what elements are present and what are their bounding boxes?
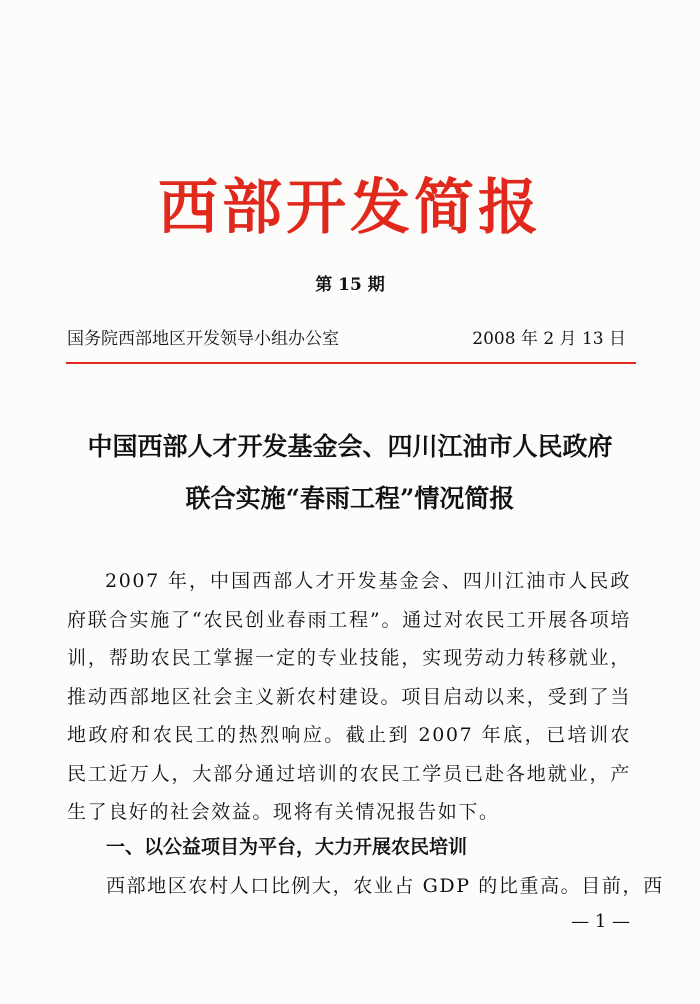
section-1-paragraph: 西部地区农村人口比例大，农业占 GDP 的比重高。目前，西 bbox=[106, 875, 664, 897]
intro-paragraph: 2007 年，中国西部人才开发基金会、四川江油市人民政府联合实施了“农民创业春雨工程”。通过对农民工开展各项培训，帮助农民工掌握一定的专业技能，实现劳动力转移就业，推动西部地区社会主义新农村建设。项目启动以来，受到了当地政府和农民工的热烈响应。截止到 2007 年底，已培训农民工近万人，大部分通过培训的农民工学员已赴各地就业，产生了良好的社会效益。现将有关情况报告如下。 bbox=[67, 570, 631, 823]
article-title-line-1: 中国西部人才开发基金会、四川江油市人民政府 bbox=[87, 432, 613, 461]
article-title-line-2: 联合实施“春雨工程”情况简报 bbox=[185, 484, 515, 513]
issue-date: 2008 年 2 月 13 日 bbox=[472, 329, 626, 349]
section-heading-1: 一、以公益项目为平台，大力开展农民培训 bbox=[106, 836, 468, 858]
masthead-title: 西部开发简报 bbox=[158, 173, 542, 243]
page-number: — 1 — bbox=[571, 911, 630, 932]
article-title bbox=[0, 421, 700, 525]
issuer-name: 国务院西部地区开发领导小组办公室 bbox=[67, 329, 339, 349]
red-divider-line bbox=[66, 362, 636, 364]
issue-number: 第 15 期 bbox=[315, 275, 385, 295]
